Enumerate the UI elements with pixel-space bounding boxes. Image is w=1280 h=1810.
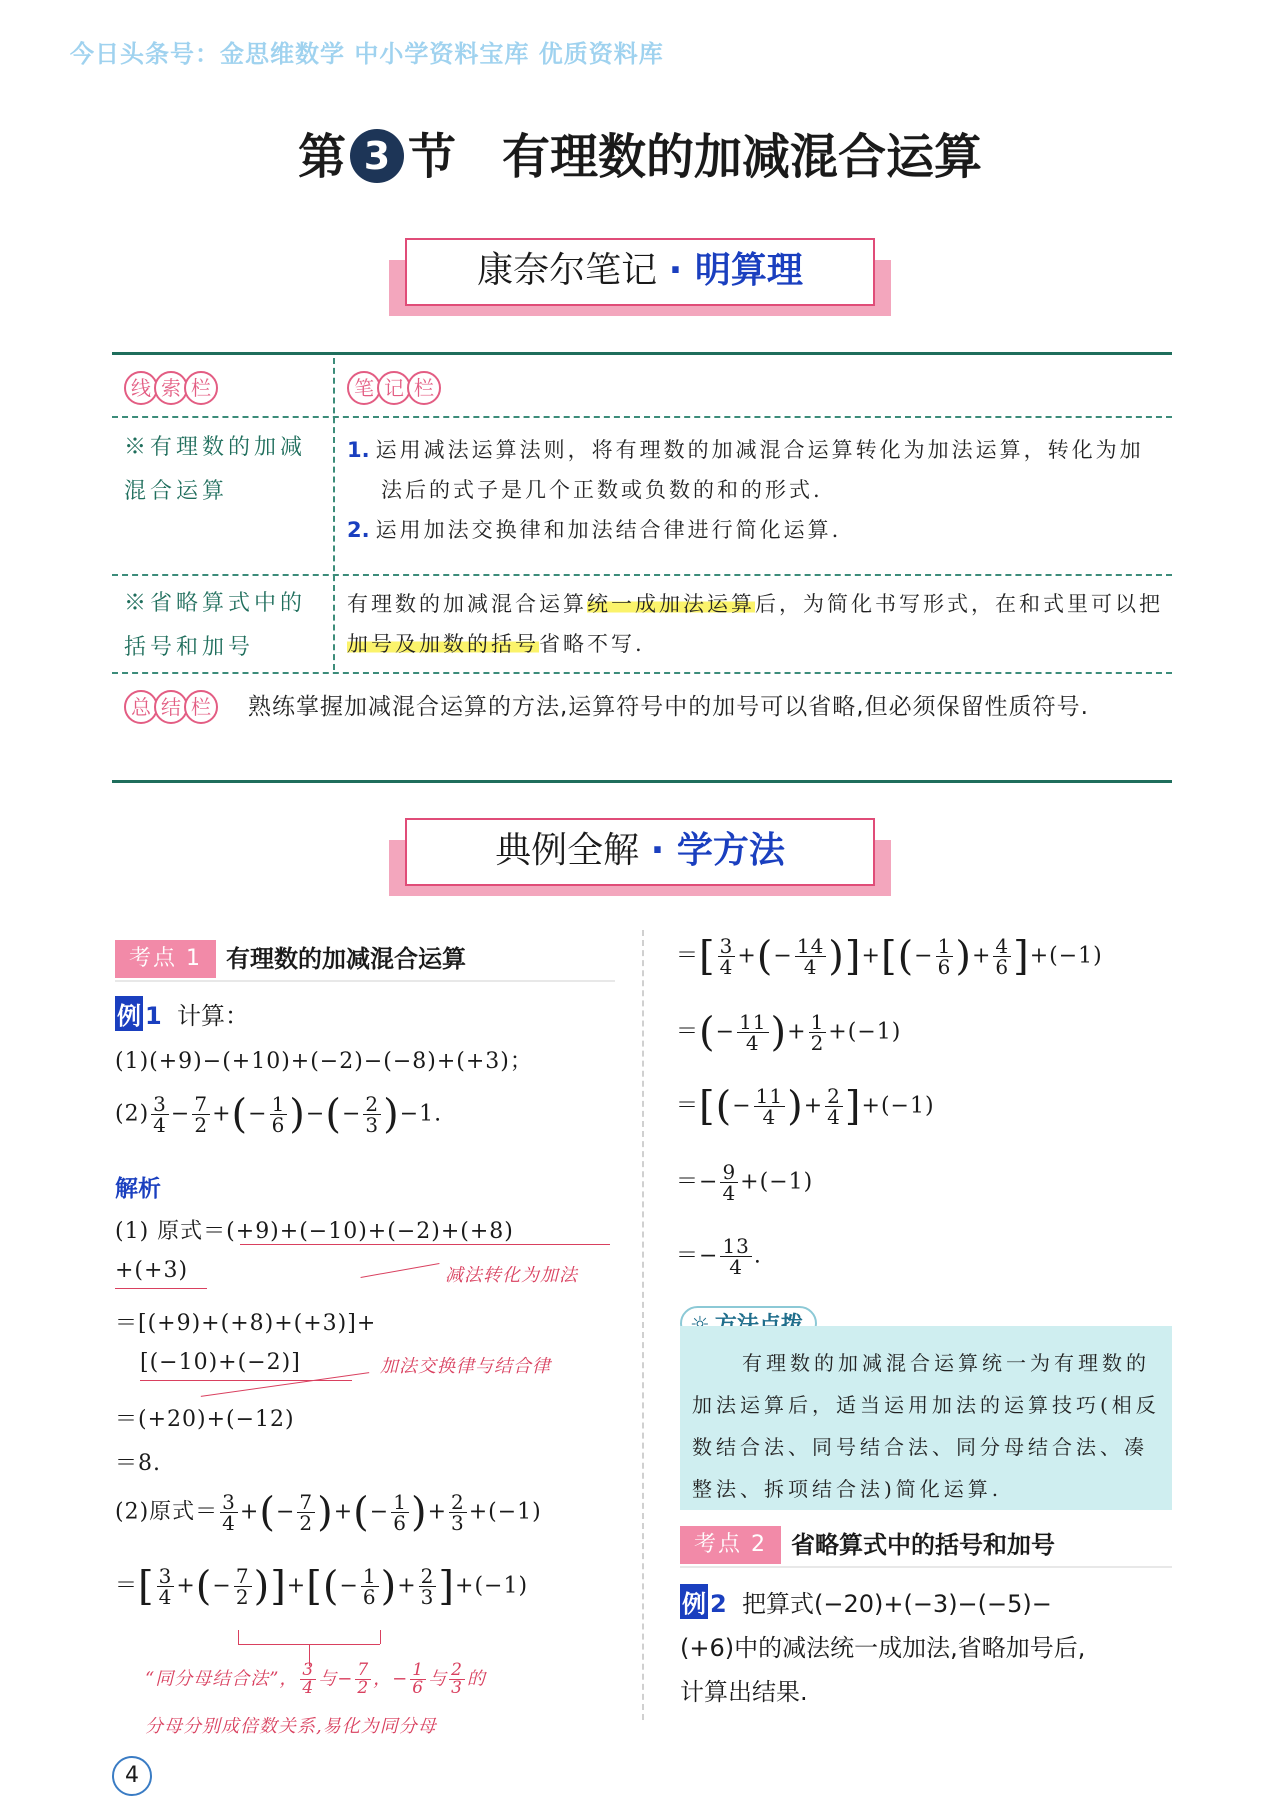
solution-label: 解析	[115, 1176, 161, 1202]
heading-main: 典例全解	[495, 830, 640, 871]
section-prefix: 第	[297, 129, 346, 185]
annotation-arrow	[201, 1372, 369, 1397]
annotation-commutative-associative: 加法交换律与结合律	[380, 1356, 551, 1377]
example-1-header: 例 1 计算：	[115, 996, 249, 1031]
section-number-badge: 3	[350, 129, 404, 183]
page-number: 4	[112, 1756, 152, 1796]
annotation-subtraction-to-addition: 减法转化为加法	[445, 1265, 578, 1286]
solution-2-line-2: ＝[ $\frac{3}{4}$ +(− $\frac{7}{2}$ )]+[(− $\frac{1}{6}$ )+ $\frac{2}{3}$ ]+(−1)	[115, 1563, 529, 1610]
solution-1-result: ＝8.	[115, 1451, 161, 1476]
example-2-line-2: (+6)中的减法统一成加法,省略加号后,	[680, 1634, 1086, 1662]
summary-text: 熟练掌握加减混合运算的方法,运算符号中的加号可以省略,但必须保留性质符号.	[248, 694, 1089, 720]
underline-annotation	[240, 1244, 610, 1245]
section-suffix: 节	[407, 129, 456, 185]
underline-annotation	[140, 1380, 352, 1381]
bracket-annotation	[238, 1630, 239, 1644]
solution-1-line-3: ＝[(+9)+(+8)+(+3)]+	[115, 1311, 377, 1336]
underline-annotation	[115, 1288, 207, 1289]
method-tip-text: 有理数的加减混合运算统一为有理数的加法运算后，适当运用加法的运算技巧(相反数结合法、同号结合法、同分母结合法、凑整法、拆项结合法)简化运算.	[692, 1351, 1160, 1501]
heading-accent: · 学方法	[650, 830, 785, 871]
solution-1-line-2: +(+3)	[115, 1258, 189, 1283]
solution-2-line-6: ＝− $\frac{9}{4}$ +(−1)	[676, 1160, 814, 1205]
solution-1-line-1: (1) 原式＝(+9)+(−10)+(−2)+(+8)	[115, 1219, 514, 1244]
example-2-line-3: 计算出结果.	[680, 1678, 808, 1706]
key-point-tag: 考点 1	[115, 940, 216, 978]
table-top-rule	[112, 352, 1172, 355]
annotation-arrow	[361, 1263, 440, 1278]
example-1-question-2: (2) $\frac{3}{4}$ − $\frac{7}{2}$ +(− $\frac{1}{6}$ )−(− $\frac{2}{3}$ )−1.	[115, 1091, 443, 1138]
key-point-underline	[115, 980, 615, 982]
key-point-tag: 考点 2	[680, 1526, 781, 1564]
example-2-line-1: 例 2 把算式(−20)+(−3)−(−5)−	[680, 1584, 1052, 1619]
highlight-unify-addition: 统一成加法运算	[587, 592, 755, 616]
bracket-annotation	[380, 1630, 381, 1644]
example-1-question-1: (1)(+9)−(+10)+(−2)−(−8)+(+3)；	[115, 1049, 533, 1074]
summary-header: 总 结 栏	[124, 690, 214, 724]
key-point-name: 有理数的加减混合运算	[226, 945, 466, 973]
solution-2-line-4: ＝(− $\frac{11}{4}$ )+ $\frac{1}{2}$ +(−1)	[676, 1009, 902, 1056]
solution-2-line-3: ＝[ $\frac{3}{4}$ +(− $\frac{14}{4}$ )]+[(− $\frac{1}{6}$ )+ $\frac{4}{6}$ ]+(−1)	[676, 933, 1103, 980]
solution-2-result: ＝− $\frac{13}{4}$ .	[676, 1234, 762, 1279]
heading-main: 康奈尔笔记	[477, 250, 658, 291]
solution-1-line-5: ＝(+20)+(−12)	[115, 1407, 295, 1432]
cornell-notes-heading	[405, 238, 875, 306]
key-point-underline	[680, 1566, 1172, 1568]
source-banner: 今日头条号：金思维数学 中小学资料宝库 优质资料库	[70, 40, 664, 68]
column-divider	[333, 358, 335, 670]
solution-2-line-5: ＝[(− $\frac{11}{4}$ )+ $\frac{2}{4}$ ]+(−1)	[676, 1083, 935, 1130]
table-bottom-rule	[112, 780, 1172, 783]
cue-rational-mixed-ops: ※有理数的加减混合运算	[124, 435, 307, 504]
annotation-same-denominator-line-2: 分母分别成倍数关系,易化为同分母	[145, 1716, 437, 1737]
examples-heading	[405, 818, 875, 886]
section-title	[0, 118, 1280, 187]
note-row-1: 1. 运用减法运算法则，将有理数的加减混合运算转化为加法运算，转化为加法后的式子是几个正数或负数的和的形式. 2. 运用加法交换律和加法结合律进行简化运算.	[347, 438, 1144, 542]
solution-2-line-1: (2)原式＝ $\frac{3}{4}$ +(− $\frac{7}{2}$ )+(− $\frac{1}{6}$ )+ $\frac{2}{3}$ +(−1)	[115, 1489, 542, 1536]
key-point-1	[115, 940, 466, 978]
highlight-plus-brackets: 加号及加数的括号	[347, 632, 539, 656]
annotation-same-denominator: “同分母结合法”， $\frac{3}{4}$ 与− $\frac{7}{2}$ ，− $\frac{1}{6}$ 与 $\frac{2}{3}$ 的	[145, 1660, 486, 1698]
column-divider	[642, 930, 644, 1720]
key-point-2	[680, 1526, 1055, 1564]
note-row-2: 有理数的加减混合运算统一成加法运算后，为简化书写形式，在和式里可以把加号及加数的括号省略不写.	[347, 592, 1163, 656]
key-point-name: 省略算式中的括号和加号	[791, 1531, 1055, 1559]
solution-1-line-4: [(−10)+(−2)]	[140, 1350, 301, 1375]
method-tip-box	[680, 1326, 1172, 1510]
cue-omit-brackets: ※省略算式中的括号和加号	[124, 591, 307, 660]
row-divider	[112, 416, 1172, 418]
section-title-text: 有理数的加减混合运算	[502, 129, 983, 185]
row-divider	[112, 672, 1172, 674]
note-column-header: 笔 记 栏	[347, 371, 437, 405]
cue-column-header: 线 索 栏	[124, 371, 214, 405]
row-divider	[112, 574, 1172, 576]
heading-accent: · 明算理	[668, 250, 803, 291]
